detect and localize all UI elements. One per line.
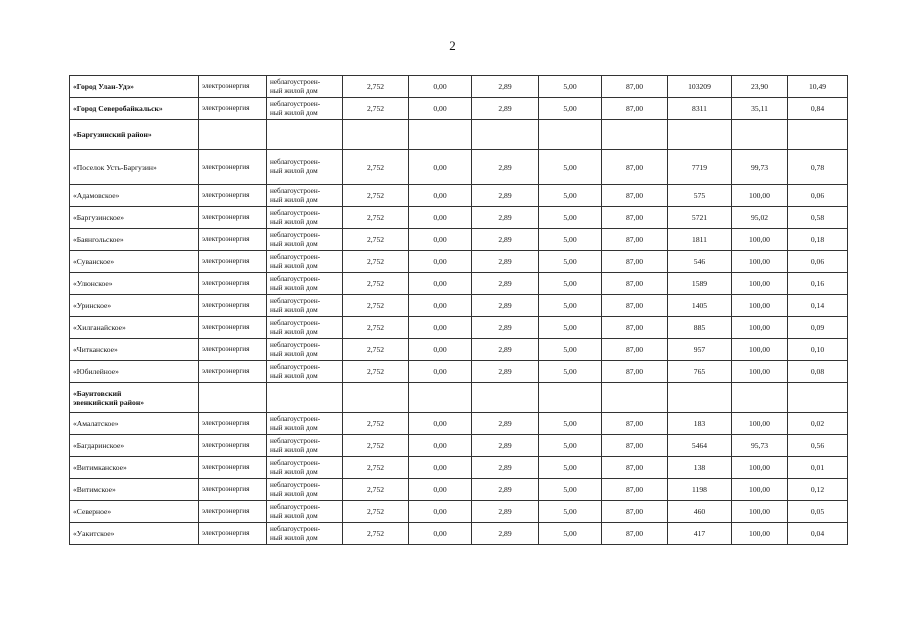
value-cell-c8: 0,06: [788, 251, 848, 273]
table-row: [70, 229, 848, 251]
table-row: [70, 317, 848, 339]
dwelling-type: [267, 185, 343, 207]
value-cell-c3: 2,89: [472, 501, 539, 523]
value-cell-c7: 95,73: [732, 435, 788, 457]
table-row: [70, 457, 848, 479]
settlement-name: «Уакитское»: [70, 523, 199, 545]
value-cell-c6: 885: [668, 317, 732, 339]
dwelling-type-line-1: неблагоустроен-: [270, 480, 321, 489]
value-cell-c1: 2,752: [343, 457, 409, 479]
value-cell-c6: 765: [668, 361, 732, 383]
section-row: [70, 120, 848, 150]
value-cell-c4: 5,00: [539, 185, 602, 207]
dwelling-type-line-1: неблагоустроен-: [270, 274, 321, 283]
value-cell-c4: 5,00: [539, 361, 602, 383]
value-cell-c8: 0,01: [788, 457, 848, 479]
empty-cell: [668, 120, 732, 150]
settlement-name: «Читканское»: [70, 339, 199, 361]
value-cell-c2: 0,00: [409, 339, 472, 361]
settlement-name: «Город Северобайкальск»: [70, 98, 199, 120]
value-cell-c4: 5,00: [539, 435, 602, 457]
value-cell-c3: 2,89: [472, 98, 539, 120]
value-cell-c8: 0,02: [788, 413, 848, 435]
resource-type: электроэнергия: [199, 361, 267, 383]
value-cell-c3: 2,89: [472, 457, 539, 479]
settlement-name: «Суванское»: [70, 251, 199, 273]
resource-type: электроэнергия: [199, 295, 267, 317]
value-cell-c5: 87,00: [602, 457, 668, 479]
dwelling-type-line-1: неблагоустроен-: [270, 99, 321, 108]
value-cell-c6: 5721: [668, 207, 732, 229]
section-name-line-1: «Баунтовский: [73, 388, 122, 398]
table-row: [70, 413, 848, 435]
value-cell-c7: 95,02: [732, 207, 788, 229]
value-cell-c6: 8311: [668, 98, 732, 120]
value-cell-c5: 87,00: [602, 273, 668, 295]
dwelling-type-line-2: ный жилой дом: [270, 217, 318, 226]
empty-cell: [602, 383, 668, 413]
value-cell-c5: 87,00: [602, 207, 668, 229]
value-cell-c3: 2,89: [472, 150, 539, 185]
value-cell-c5: 87,00: [602, 229, 668, 251]
settlement-name: «Баянгольское»: [70, 229, 199, 251]
dwelling-type-line-1: неблагоустроен-: [270, 296, 321, 305]
settlement-name: «Баргузинское»: [70, 207, 199, 229]
value-cell-c1: 2,752: [343, 523, 409, 545]
table-row: [70, 150, 848, 185]
value-cell-c6: 138: [668, 457, 732, 479]
dwelling-type: [267, 339, 343, 361]
value-cell-c6: 460: [668, 501, 732, 523]
value-cell-c5: 87,00: [602, 251, 668, 273]
dwelling-type: [267, 273, 343, 295]
value-cell-c3: 2,89: [472, 185, 539, 207]
resource-type: электроэнергия: [199, 150, 267, 185]
dwelling-type-line-1: неблагоустроен-: [270, 502, 321, 511]
settlement-name: «Уринское»: [70, 295, 199, 317]
dwelling-type-line-1: неблагоустроен-: [270, 524, 321, 533]
value-cell-c6: 7719: [668, 150, 732, 185]
table-row: [70, 76, 848, 98]
settlement-name: «Амалатское»: [70, 413, 199, 435]
value-cell-c6: 957: [668, 339, 732, 361]
value-cell-c4: 5,00: [539, 273, 602, 295]
value-cell-c4: 5,00: [539, 251, 602, 273]
value-cell-c2: 0,00: [409, 76, 472, 98]
empty-cell: [409, 120, 472, 150]
settlement-name: «Город Улан-Удэ»: [70, 76, 199, 98]
value-cell-c7: 35,11: [732, 98, 788, 120]
resource-type: электроэнергия: [199, 185, 267, 207]
value-cell-c5: 87,00: [602, 98, 668, 120]
value-cell-c7: 100,00: [732, 251, 788, 273]
dwelling-type-line-1: неблагоустроен-: [270, 340, 321, 349]
section-name: [70, 120, 199, 150]
resource-type: электроэнергия: [199, 229, 267, 251]
empty-cell: [602, 120, 668, 150]
dwelling-type-line-1: неблагоустроен-: [270, 362, 321, 371]
value-cell-c3: 2,89: [472, 251, 539, 273]
empty-cell: [409, 383, 472, 413]
dwelling-type-line-1: неблагоустроен-: [270, 458, 321, 467]
resource-type: электроэнергия: [199, 317, 267, 339]
value-cell-c8: 0,12: [788, 479, 848, 501]
resource-type: электроэнергия: [199, 479, 267, 501]
value-cell-c1: 2,752: [343, 98, 409, 120]
dwelling-type: [267, 229, 343, 251]
value-cell-c1: 2,752: [343, 150, 409, 185]
table-row: [70, 361, 848, 383]
table-row: [70, 479, 848, 501]
value-cell-c3: 2,89: [472, 435, 539, 457]
value-cell-c8: 10,49: [788, 76, 848, 98]
value-cell-c7: 100,00: [732, 501, 788, 523]
dwelling-type-line-1: неблагоустроен-: [270, 230, 321, 239]
resource-type: электроэнергия: [199, 339, 267, 361]
empty-cell: [539, 383, 602, 413]
dwelling-type-line-1: неблагоустроен-: [270, 318, 321, 327]
dwelling-type: [267, 295, 343, 317]
value-cell-c3: 2,89: [472, 413, 539, 435]
value-cell-c2: 0,00: [409, 523, 472, 545]
value-cell-c1: 2,752: [343, 413, 409, 435]
value-cell-c3: 2,89: [472, 361, 539, 383]
table-row: [70, 523, 848, 545]
value-cell-c3: 2,89: [472, 207, 539, 229]
table-body: [70, 76, 848, 545]
value-cell-c3: 2,89: [472, 479, 539, 501]
empty-cell: [788, 383, 848, 413]
dwelling-type: [267, 76, 343, 98]
resource-type: электроэнергия: [199, 413, 267, 435]
dwelling-type-line-2: ный жилой дом: [270, 239, 318, 248]
value-cell-c1: 2,752: [343, 361, 409, 383]
dwelling-type-line-2: ный жилой дом: [270, 195, 318, 204]
dwelling-type: [267, 479, 343, 501]
dwelling-type-line-2: ный жилой дом: [270, 423, 318, 432]
table-row: [70, 435, 848, 457]
value-cell-c2: 0,00: [409, 207, 472, 229]
resource-type: электроэнергия: [199, 523, 267, 545]
value-cell-c2: 0,00: [409, 413, 472, 435]
dwelling-type: [267, 361, 343, 383]
value-cell-c5: 87,00: [602, 479, 668, 501]
table-row: [70, 185, 848, 207]
value-cell-c2: 0,00: [409, 479, 472, 501]
value-cell-c4: 5,00: [539, 76, 602, 98]
dwelling-type: [267, 523, 343, 545]
dwelling-type-line-2: ный жилой дом: [270, 445, 318, 454]
page-number: 2: [449, 38, 456, 53]
value-cell-c6: 1811: [668, 229, 732, 251]
empty-cell: [732, 120, 788, 150]
value-cell-c4: 5,00: [539, 98, 602, 120]
value-cell-c5: 87,00: [602, 361, 668, 383]
table-row: [70, 98, 848, 120]
table-row: [70, 251, 848, 273]
dwelling-type-line-1: неблагоустроен-: [270, 158, 321, 166]
dwelling-type: [267, 207, 343, 229]
value-cell-c7: 100,00: [732, 361, 788, 383]
value-cell-c3: 2,89: [472, 317, 539, 339]
dwelling-type-line-2: ный жилой дом: [270, 327, 318, 336]
empty-cell: [267, 383, 343, 413]
value-cell-c5: 87,00: [602, 317, 668, 339]
value-cell-c8: 0,78: [788, 150, 848, 185]
value-cell-c1: 2,752: [343, 207, 409, 229]
value-cell-c7: 100,00: [732, 185, 788, 207]
value-cell-c8: 0,16: [788, 273, 848, 295]
settlement-name: «Адамовское»: [70, 185, 199, 207]
value-cell-c1: 2,752: [343, 501, 409, 523]
dwelling-type: [267, 317, 343, 339]
settlement-name: «Хилганайское»: [70, 317, 199, 339]
resource-type: электроэнергия: [199, 501, 267, 523]
value-cell-c8: 0,09: [788, 317, 848, 339]
value-cell-c4: 5,00: [539, 413, 602, 435]
value-cell-c7: 100,00: [732, 273, 788, 295]
value-cell-c5: 87,00: [602, 339, 668, 361]
value-cell-c6: 103209: [668, 76, 732, 98]
table-row: [70, 339, 848, 361]
dwelling-type-line-2: ный жилой дом: [270, 283, 318, 292]
value-cell-c2: 0,00: [409, 361, 472, 383]
value-cell-c2: 0,00: [409, 229, 472, 251]
empty-cell: [343, 120, 409, 150]
value-cell-c2: 0,00: [409, 98, 472, 120]
value-cell-c2: 0,00: [409, 501, 472, 523]
value-cell-c4: 5,00: [539, 295, 602, 317]
empty-cell: [472, 120, 539, 150]
dwelling-type-line-2: ный жилой дом: [270, 349, 318, 358]
value-cell-c1: 2,752: [343, 185, 409, 207]
value-cell-c8: 0,04: [788, 523, 848, 545]
value-cell-c6: 183: [668, 413, 732, 435]
value-cell-c1: 2,752: [343, 251, 409, 273]
empty-cell: [343, 383, 409, 413]
value-cell-c7: 100,00: [732, 317, 788, 339]
value-cell-c7: 100,00: [732, 479, 788, 501]
dwelling-type-line-2: ный жилой дом: [270, 261, 318, 270]
value-cell-c8: 0,18: [788, 229, 848, 251]
dwelling-type-line-1: неблагоустроен-: [270, 208, 321, 217]
dwelling-type-line-2: ный жилой дом: [270, 467, 318, 476]
section-name: [70, 383, 199, 413]
value-cell-c6: 575: [668, 185, 732, 207]
resource-type: электроэнергия: [199, 251, 267, 273]
value-cell-c8: 0,14: [788, 295, 848, 317]
value-cell-c5: 87,00: [602, 150, 668, 185]
value-cell-c1: 2,752: [343, 317, 409, 339]
section-name-line-2: эвенкийский район»: [73, 397, 145, 407]
empty-cell: [472, 383, 539, 413]
dwelling-type-line-2: ный жилой дом: [270, 86, 318, 95]
dwelling-type-line-1: неблагоустроен-: [270, 77, 321, 86]
value-cell-c6: 1589: [668, 273, 732, 295]
dwelling-type: [267, 501, 343, 523]
dwelling-type-line-1: неблагоустроен-: [270, 186, 321, 195]
dwelling-type-line-2: ный жилой дом: [270, 167, 318, 175]
value-cell-c2: 0,00: [409, 317, 472, 339]
value-cell-c1: 2,752: [343, 479, 409, 501]
value-cell-c6: 5464: [668, 435, 732, 457]
dwelling-type: [267, 98, 343, 120]
dwelling-type: [267, 457, 343, 479]
value-cell-c1: 2,752: [343, 76, 409, 98]
value-cell-c4: 5,00: [539, 457, 602, 479]
value-cell-c2: 0,00: [409, 295, 472, 317]
value-cell-c7: 100,00: [732, 523, 788, 545]
value-cell-c4: 5,00: [539, 501, 602, 523]
resource-type: электроэнергия: [199, 273, 267, 295]
empty-cell: [668, 383, 732, 413]
value-cell-c5: 87,00: [602, 413, 668, 435]
value-cell-c3: 2,89: [472, 295, 539, 317]
dwelling-type-line-2: ный жилой дом: [270, 108, 318, 117]
value-cell-c3: 2,89: [472, 339, 539, 361]
empty-cell: [199, 120, 267, 150]
resource-type: электроэнергия: [199, 457, 267, 479]
value-cell-c3: 2,89: [472, 273, 539, 295]
dwelling-type: [267, 435, 343, 457]
dwelling-type-line-1: неблагоустроен-: [270, 414, 321, 423]
value-cell-c1: 2,752: [343, 229, 409, 251]
value-cell-c6: 1405: [668, 295, 732, 317]
resource-type: электроэнергия: [199, 76, 267, 98]
value-cell-c8: 0,06: [788, 185, 848, 207]
table-row: [70, 501, 848, 523]
value-cell-c8: 0,08: [788, 361, 848, 383]
value-cell-c7: 100,00: [732, 339, 788, 361]
dwelling-type-line-2: ный жилой дом: [270, 489, 318, 498]
dwelling-type: [267, 413, 343, 435]
dwelling-type: [267, 251, 343, 273]
value-cell-c5: 87,00: [602, 76, 668, 98]
empty-cell: [788, 120, 848, 150]
value-cell-c8: 0,58: [788, 207, 848, 229]
value-cell-c3: 2,89: [472, 76, 539, 98]
dwelling-type-line-2: ный жилой дом: [270, 305, 318, 314]
dwelling-type-line-2: ный жилой дом: [270, 533, 318, 542]
value-cell-c4: 5,00: [539, 207, 602, 229]
settlement-name: «Витимское»: [70, 479, 199, 501]
value-cell-c7: 100,00: [732, 295, 788, 317]
value-cell-c3: 2,89: [472, 229, 539, 251]
value-cell-c8: 0,05: [788, 501, 848, 523]
dwelling-type-line-2: ный жилой дом: [270, 511, 318, 520]
value-cell-c2: 0,00: [409, 185, 472, 207]
value-cell-c1: 2,752: [343, 273, 409, 295]
value-cell-c2: 0,00: [409, 435, 472, 457]
value-cell-c5: 87,00: [602, 295, 668, 317]
value-cell-c5: 87,00: [602, 501, 668, 523]
table-row: [70, 295, 848, 317]
settlement-name: «Северное»: [70, 501, 199, 523]
value-cell-c2: 0,00: [409, 251, 472, 273]
value-cell-c7: 100,00: [732, 457, 788, 479]
value-cell-c6: 417: [668, 523, 732, 545]
dwelling-type: [267, 150, 343, 185]
value-cell-c5: 87,00: [602, 185, 668, 207]
table-row: [70, 273, 848, 295]
dwelling-type-line-1: неблагоустроен-: [270, 436, 321, 445]
value-cell-c4: 5,00: [539, 229, 602, 251]
value-cell-c2: 0,00: [409, 150, 472, 185]
value-cell-c8: 0,10: [788, 339, 848, 361]
value-cell-c2: 0,00: [409, 457, 472, 479]
value-cell-c4: 5,00: [539, 150, 602, 185]
value-cell-c4: 5,00: [539, 317, 602, 339]
dwelling-type-line-2: ный жилой дом: [270, 371, 318, 380]
resource-type: электроэнергия: [199, 435, 267, 457]
value-cell-c4: 5,00: [539, 339, 602, 361]
value-cell-c8: 0,84: [788, 98, 848, 120]
empty-cell: [267, 120, 343, 150]
settlement-name: «Багдаринское»: [70, 435, 199, 457]
section-name-line-1: «Баргузинский район»: [73, 130, 152, 139]
value-cell-c7: 100,00: [732, 413, 788, 435]
tariff-table: [69, 75, 848, 545]
table-row: [70, 207, 848, 229]
settlement-name: «Юбилейное»: [70, 361, 199, 383]
value-cell-c6: 546: [668, 251, 732, 273]
value-cell-c3: 2,89: [472, 523, 539, 545]
section-row: [70, 383, 848, 413]
value-cell-c1: 2,752: [343, 339, 409, 361]
empty-cell: [732, 383, 788, 413]
value-cell-c7: 99,73: [732, 150, 788, 185]
value-cell-c5: 87,00: [602, 435, 668, 457]
value-cell-c4: 5,00: [539, 523, 602, 545]
dwelling-type-line-1: неблагоустроен-: [270, 252, 321, 261]
value-cell-c6: 1198: [668, 479, 732, 501]
value-cell-c5: 87,00: [602, 523, 668, 545]
empty-cell: [199, 383, 267, 413]
value-cell-c7: 100,00: [732, 229, 788, 251]
value-cell-c7: 23,90: [732, 76, 788, 98]
value-cell-c2: 0,00: [409, 273, 472, 295]
settlement-name: «Улюнское»: [70, 273, 199, 295]
empty-cell: [539, 120, 602, 150]
settlement-name: «Поселок Усть-Баргузин»: [70, 150, 199, 185]
value-cell-c1: 2,752: [343, 435, 409, 457]
value-cell-c1: 2,752: [343, 295, 409, 317]
resource-type: электроэнергия: [199, 98, 267, 120]
settlement-name: «Витимканское»: [70, 457, 199, 479]
value-cell-c4: 5,00: [539, 479, 602, 501]
resource-type: электроэнергия: [199, 207, 267, 229]
value-cell-c8: 0,56: [788, 435, 848, 457]
